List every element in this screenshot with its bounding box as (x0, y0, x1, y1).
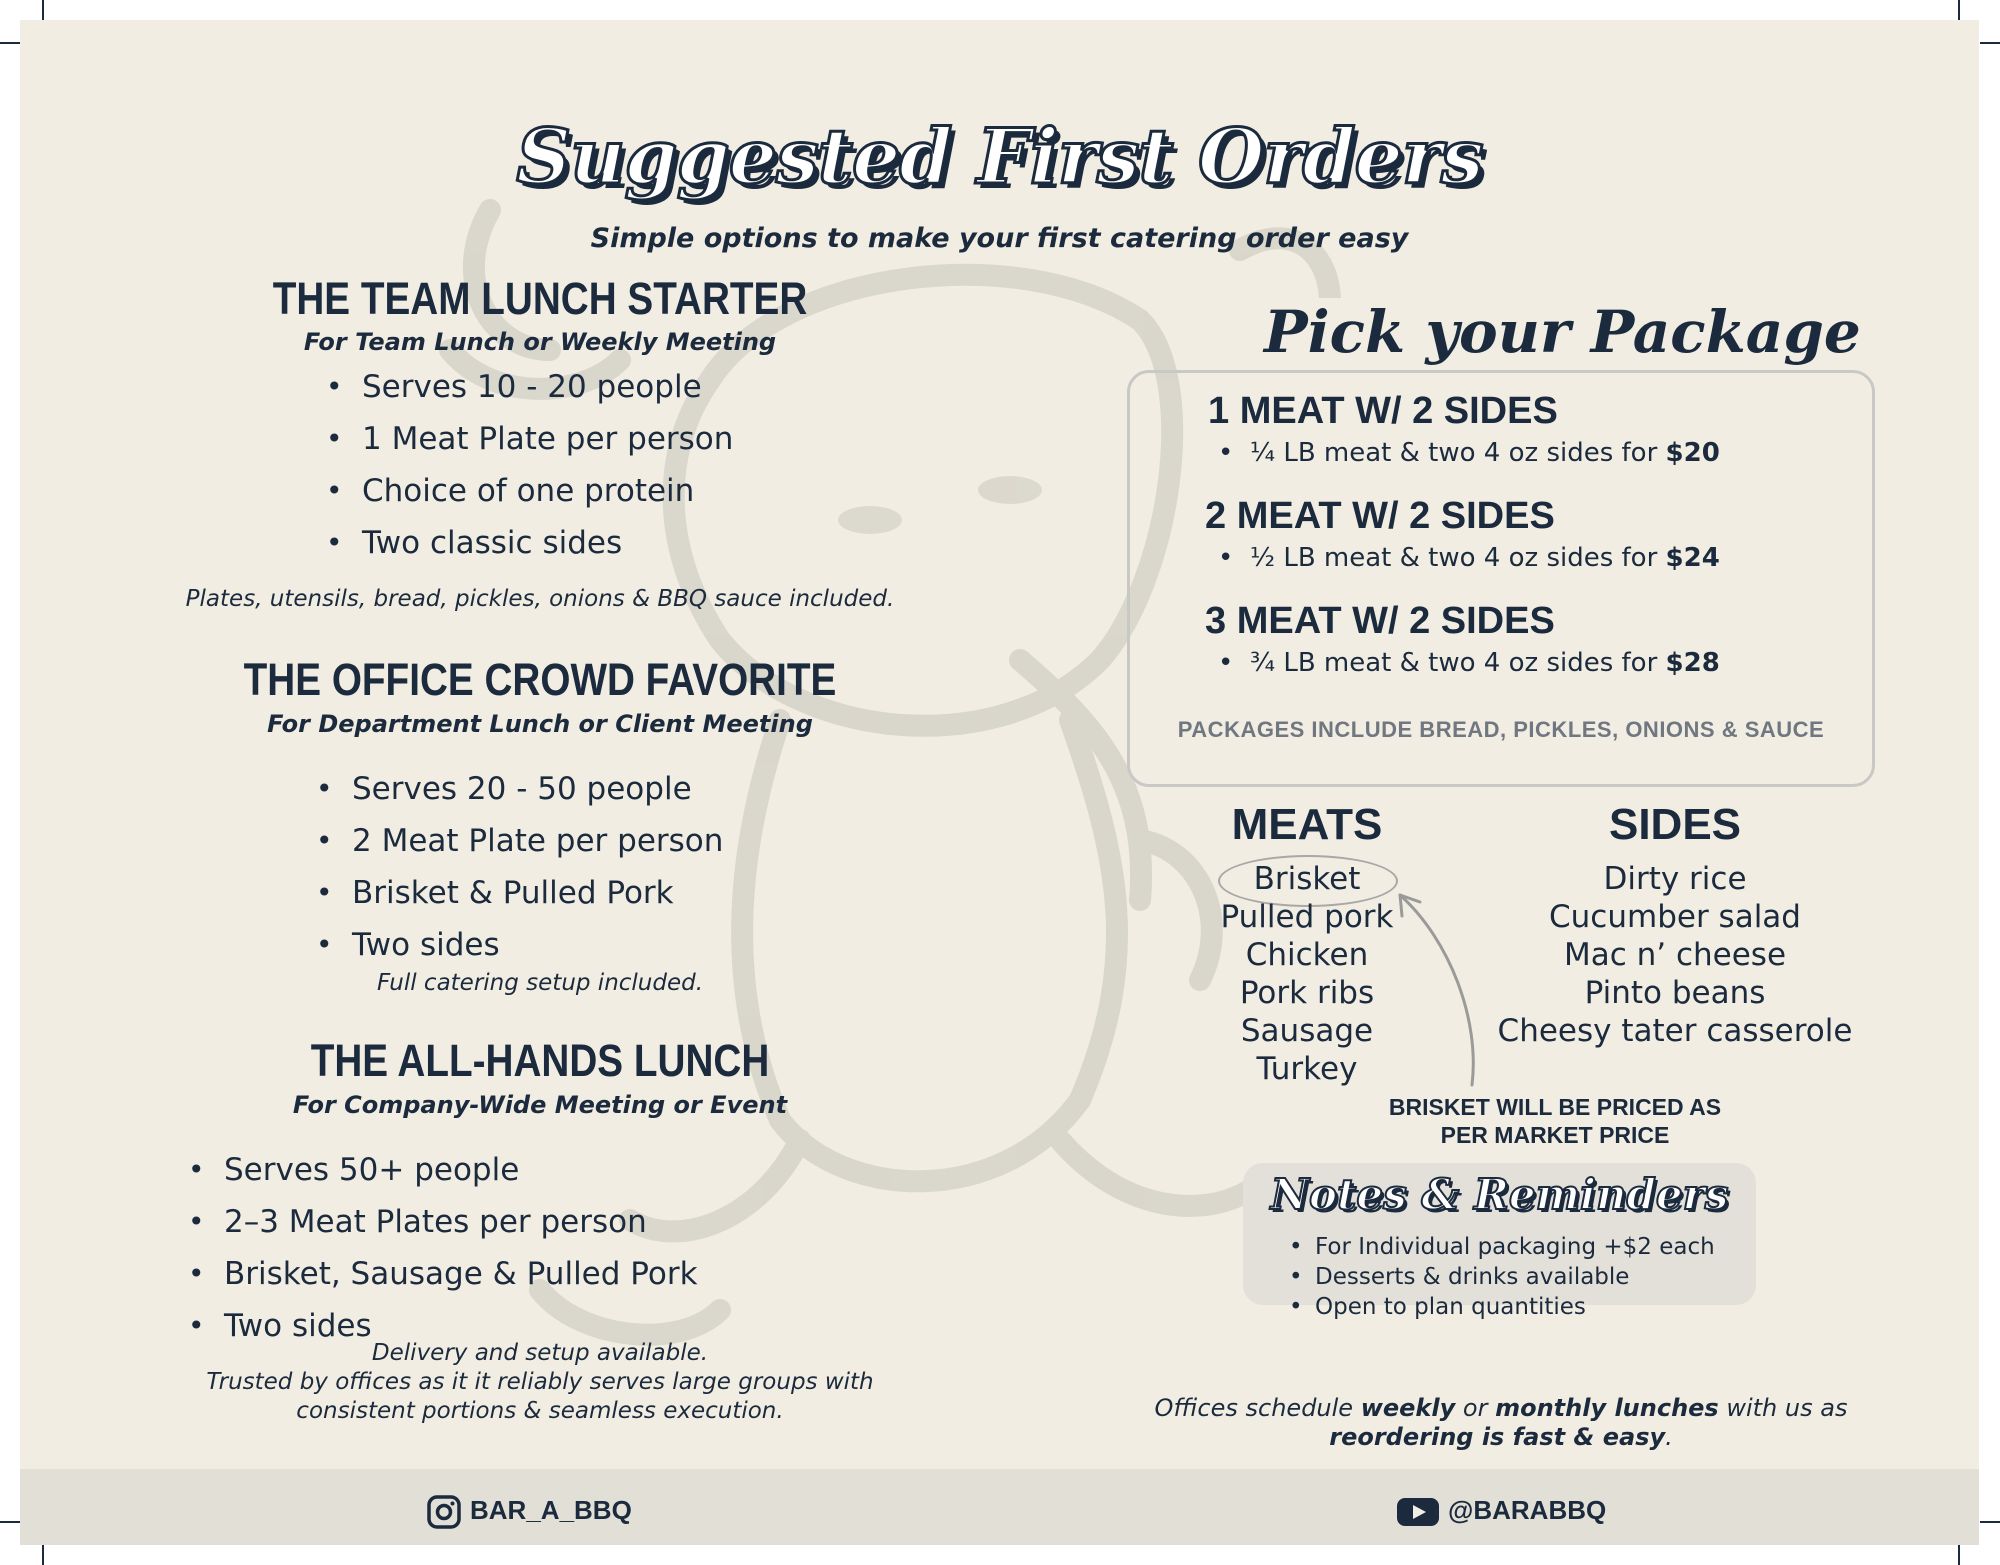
list-item: • Serves 20 - 50 people (316, 763, 723, 815)
crop-mark (1958, 1545, 1960, 1565)
instagram-link[interactable] (426, 1492, 632, 1530)
closing-line-1 (1127, 1394, 1875, 1423)
all-hands-note-line: Delivery and setup available. (371, 1340, 709, 1366)
instagram-icon (426, 1494, 462, 1530)
package-price: $28 (1665, 648, 1720, 678)
list-item: • Brisket & Pulled Pork (316, 867, 723, 919)
all-hands-note-line: consistent portions & seamless execution. (296, 1398, 784, 1424)
crop-mark (1958, 0, 1960, 20)
all-hands-note-line: Trusted by offices as it it reliably serves large groups with (206, 1369, 874, 1395)
all-hands-bullets (188, 1144, 698, 1352)
package-detail (1218, 648, 1720, 678)
closing-line-2 (1127, 1423, 1875, 1452)
list-item: Brisket (1253, 861, 1361, 897)
list-item: • 2–3 Meat Plates per person (188, 1196, 698, 1248)
closing-emphasis: weekly (1360, 1394, 1456, 1422)
list-item: • Serves 50+ people (188, 1144, 698, 1196)
crop-mark (1980, 1521, 2000, 1523)
office-crowd-bullets (316, 763, 723, 971)
footer-band (20, 1469, 1979, 1545)
list-item: Turkey (1256, 1051, 1358, 1087)
list-item: Pork ribs (1239, 975, 1375, 1011)
office-crowd-note: Full catering setup included. (376, 970, 704, 996)
youtube-icon (1396, 1496, 1440, 1528)
package-heading: 1 MEAT W/ 2 SIDES (1208, 390, 1558, 432)
team-lunch-bullets (326, 361, 733, 569)
brisket-price-note (1350, 1093, 1760, 1149)
closing-text-part: with us as (1718, 1394, 1848, 1422)
list-item: • Two classic sides (326, 517, 733, 569)
arrow-icon (1370, 880, 1490, 1100)
page-title: Suggested First Orders (516, 112, 1483, 201)
bullet: • (1218, 543, 1250, 573)
notes-list (1285, 1232, 1715, 1322)
closing-text-part: . (1665, 1423, 1673, 1451)
closing-emphasis: monthly lunches (1495, 1394, 1719, 1422)
list-item: • Desserts & drinks available (1285, 1262, 1715, 1292)
list-item: Mac n’ cheese (1563, 937, 1787, 973)
page-subtitle: Simple options to make your first catering order easy (590, 223, 1409, 254)
package-title: Pick your Package (1246, 298, 1879, 366)
bullet: • (1218, 648, 1250, 678)
crop-mark (0, 42, 20, 44)
package-detail (1218, 438, 1720, 468)
brisket-note-line: BRISKET WILL BE PRICED AS (1388, 1094, 1722, 1120)
list-item: Chicken (1245, 937, 1369, 973)
closing-text-part: Offices schedule (1154, 1394, 1361, 1422)
closing-emphasis: reordering is fast & easy (1329, 1423, 1666, 1451)
crop-mark (42, 1545, 44, 1565)
package-heading: 2 MEAT W/ 2 SIDES (1205, 495, 1555, 537)
section-subheading-team-lunch: For Team Lunch or Weekly Meeting (303, 328, 777, 356)
list-item: Cheesy tater casserole (1497, 1013, 1853, 1049)
list-item: Pulled pork (1220, 899, 1394, 935)
package-detail-text: ¼ LB meat & two 4 oz sides for (1249, 438, 1666, 468)
all-hands-note (120, 1339, 960, 1426)
team-lunch-note: Plates, utensils, bread, pickles, onions & BBQ sauce included. (185, 586, 895, 612)
list-item: Sausage (1240, 1013, 1374, 1049)
section-heading-office-crowd: THE OFFICE CROWD FAVORITE (243, 654, 837, 705)
section-subheading-all-hands: For Company-Wide Meeting or Event (292, 1091, 788, 1119)
closing-text-part: or (1455, 1394, 1496, 1422)
list-item: Pinto beans (1584, 975, 1766, 1011)
crop-mark (0, 1521, 20, 1523)
list-item: • Two sides (188, 1300, 698, 1352)
youtube-handle: @BARABBQ (1448, 1495, 1607, 1525)
list-item: • Brisket, Sausage & Pulled Pork (188, 1248, 698, 1300)
package-detail (1218, 543, 1720, 573)
list-item: Dirty rice (1603, 861, 1747, 897)
package-heading: 3 MEAT W/ 2 SIDES (1205, 600, 1555, 642)
crop-mark (42, 0, 44, 20)
instagram-handle: BAR_A_BBQ (470, 1495, 632, 1525)
list-item: • Choice of one protein (326, 465, 733, 517)
list-item: • 1 Meat Plate per person (326, 413, 733, 465)
package-detail-text: ½ LB meat & two 4 oz sides for (1249, 543, 1666, 573)
list-item: • 2 Meat Plate per person (316, 815, 723, 867)
menu-sheet (20, 20, 1979, 1545)
package-footer: PACKAGES INCLUDE BREAD, PICKLES, ONIONS & SAUCE (1177, 717, 1825, 742)
list-item: • Serves 10 - 20 people (326, 361, 733, 413)
notes-title: Notes & Reminders (1270, 1170, 1729, 1219)
meats-heading: MEATS (1231, 800, 1383, 849)
brisket-note-line: PER MARKET PRICE (1440, 1122, 1670, 1148)
closing-text (1127, 1394, 1875, 1452)
youtube-link[interactable] (1396, 1492, 1606, 1528)
list-item: • For Individual packaging +$2 each (1285, 1232, 1715, 1262)
section-subheading-office-crowd: For Department Lunch or Client Meeting (267, 710, 813, 738)
package-price: $20 (1665, 438, 1720, 468)
sides-heading: SIDES (1608, 800, 1742, 849)
sides-list (1475, 860, 1875, 1050)
package-price: $24 (1665, 543, 1720, 573)
list-item: • Open to plan quantities (1285, 1292, 1715, 1322)
package-detail-text: ¾ LB meat & two 4 oz sides for (1249, 648, 1666, 678)
bullet: • (1218, 438, 1250, 468)
crop-mark (1980, 42, 2000, 44)
list-item: Cucumber salad (1549, 899, 1801, 935)
list-item: • Two sides (316, 919, 723, 971)
section-heading-team-lunch: THE TEAM LUNCH STARTER (272, 273, 808, 324)
section-heading-all-hands: THE ALL-HANDS LUNCH (310, 1035, 770, 1086)
